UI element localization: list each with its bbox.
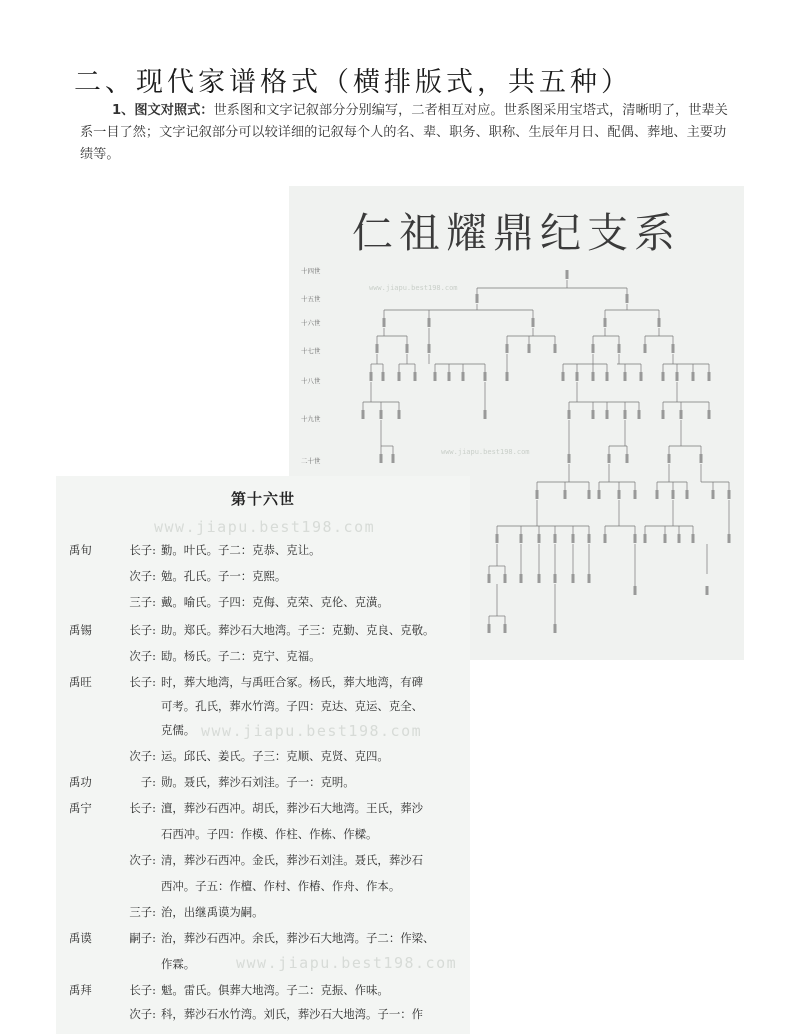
intro-lead: 1、图文对照式： — [112, 103, 214, 118]
tree-node — [678, 534, 681, 543]
tree-node — [638, 410, 641, 419]
tree-node — [672, 344, 675, 353]
generation-label: 十六世 — [301, 319, 321, 327]
tree-node — [568, 454, 571, 463]
record-relation: 子: — [140, 775, 156, 789]
tree-node — [644, 344, 647, 353]
tree-node — [662, 372, 665, 381]
record-text: 戴。喻氏。子四：克侮、克荣、克伦、克潢。 — [161, 595, 389, 609]
tree-node — [618, 490, 621, 499]
tree-node — [624, 410, 627, 419]
section-title: 二、现代家谱格式（横排版式，共五种） — [74, 67, 632, 98]
record-text: 澶，葬沙石西冲。胡氏，葬沙石大地湾。王氏，葬沙 — [161, 801, 423, 815]
tree-node — [488, 624, 491, 633]
tree-node — [656, 490, 659, 499]
record-person-name: 禹旺 — [69, 675, 92, 689]
tree-node — [564, 490, 567, 499]
tree-node — [624, 372, 627, 381]
tree-node — [362, 410, 365, 419]
tree-node — [706, 586, 709, 595]
record-text: 作霖。 — [161, 957, 196, 971]
tree-node — [554, 534, 557, 543]
record-relation: 次子: — [129, 569, 156, 583]
tree-node — [672, 490, 675, 499]
record-text: 勉。孔氏。子一：克熙。 — [161, 569, 287, 583]
tree-node — [592, 344, 595, 353]
tree-node — [414, 372, 417, 381]
tree-node — [664, 534, 667, 543]
record-relation: 长子: — [129, 983, 156, 997]
record-text: 时，葬大地湾，与禹旺合冢。杨氏，葬大地湾，有碑 — [161, 675, 423, 689]
record-panel — [56, 476, 470, 1034]
tree-node — [380, 410, 383, 419]
record-watermark: www.jiapu.best198.com — [201, 722, 423, 740]
record-relation: 三子: — [129, 595, 156, 609]
tree-node — [728, 534, 731, 543]
tree-node — [398, 410, 401, 419]
tree-node — [686, 490, 689, 499]
tree-node — [504, 624, 507, 633]
record-text: 魁。雷氏。俱葬大地湾。子二：克振、作味。 — [161, 983, 389, 997]
record-text: 劻。杨氏。子二：克宁、克福。 — [161, 649, 321, 663]
generation-label: 十七世 — [301, 347, 321, 355]
tree-node — [568, 410, 571, 419]
tree-node — [608, 454, 611, 463]
record-text: 助。郑氏。葬沙石大地湾。子三：克勤、克良、克敬。 — [161, 623, 435, 637]
tree-node — [606, 410, 609, 419]
tree-node — [598, 490, 601, 499]
record-text: 运。邱氏、姜氏。子三：克顺、克贤、克四。 — [161, 749, 389, 763]
record-watermark: www.jiapu.best198.com — [154, 518, 376, 536]
record-relation: 长子: — [129, 675, 156, 689]
record-text: 西冲。子五：作檀、作村、作椿、作舟、作本。 — [161, 879, 401, 893]
record-watermark: www.jiapu.best198.com — [236, 954, 458, 972]
tree-node — [488, 574, 491, 583]
record-text: 克儒。 — [161, 723, 196, 737]
tree-node — [618, 344, 621, 353]
tree-node — [700, 454, 703, 463]
record-text: 科，葬沙石水竹湾。刘氏，葬沙石大地湾。子一：作 — [161, 1007, 423, 1021]
tree-node — [538, 534, 541, 543]
record-relation: 次子: — [129, 749, 156, 763]
tree-node — [606, 372, 609, 381]
tree-node — [370, 372, 373, 381]
record-text: 勋。聂氏，葬沙石刘洼。子一：克明。 — [161, 775, 355, 789]
tree-node — [576, 372, 579, 381]
record-relation: 三子: — [129, 905, 156, 919]
tree-watermark: www.jiapu.best198.com — [369, 284, 458, 292]
tree-title: 仁祖耀鼎纪支系 — [352, 209, 681, 257]
tree-node — [476, 294, 479, 303]
generation-label: 二十世 — [301, 457, 321, 465]
record-person-name: 禹拜 — [69, 983, 92, 997]
tree-node — [588, 534, 591, 543]
tree-node — [382, 372, 385, 381]
record-person-name: 禹旬 — [69, 543, 92, 557]
tree-node — [668, 454, 671, 463]
tree-node — [398, 372, 401, 381]
record-person-name: 禹功 — [69, 775, 92, 789]
tree-node — [496, 534, 499, 543]
tree-node — [562, 372, 565, 381]
tree-node — [626, 294, 629, 303]
tree-node — [428, 344, 431, 353]
tree-node — [528, 344, 531, 353]
record-text: 石西冲。子四：作模、作柱、作栋、作樑。 — [161, 827, 378, 841]
tree-node — [376, 344, 379, 353]
tree-node — [462, 372, 465, 381]
tree-node — [640, 372, 643, 381]
tree-node — [634, 534, 637, 543]
tree-node — [538, 574, 541, 583]
generation-label: 十八世 — [301, 377, 321, 385]
tree-node — [680, 410, 683, 419]
record-relation: 长子: — [129, 801, 156, 815]
tree-node — [588, 574, 591, 583]
tree-node — [536, 490, 539, 499]
tree-node — [428, 318, 431, 327]
tree-node — [644, 534, 647, 543]
tree-node — [676, 372, 679, 381]
record-heading: 第十六世 — [230, 490, 295, 508]
tree-node — [566, 270, 569, 279]
tree-node — [484, 372, 487, 381]
tree-node — [604, 318, 607, 327]
record-text: 勤。叶氏。子二：克恭、克让。 — [161, 543, 321, 557]
record-relation: 次子: — [129, 649, 156, 663]
tree-node — [504, 574, 507, 583]
tree-node — [406, 344, 409, 353]
tree-node — [634, 490, 637, 499]
tree-node — [708, 372, 711, 381]
record-text: 治，葬沙石西冲。余氏，葬沙石大地湾。子二：作梁、 — [161, 931, 435, 945]
tree-node — [572, 534, 575, 543]
tree-node — [506, 344, 509, 353]
tree-node — [572, 574, 575, 583]
tree-node — [634, 586, 637, 595]
record-relation: 长子: — [129, 543, 156, 557]
generation-label: 十五世 — [301, 295, 321, 303]
tree-node — [604, 534, 607, 543]
tree-node — [592, 410, 595, 419]
record-relation: 次子: — [129, 853, 156, 867]
record-text: 可考。孔氏，葬水竹湾。子四：克达、克运、克全、 — [161, 699, 423, 713]
tree-node — [692, 372, 695, 381]
tree-node — [728, 490, 731, 499]
tree-node — [484, 410, 487, 419]
record-person-name: 禹锡 — [69, 623, 92, 637]
generation-label: 十四世 — [301, 267, 321, 275]
generation-label: 十九世 — [301, 415, 321, 423]
tree-node — [434, 372, 437, 381]
tree-node — [662, 410, 665, 419]
tree-node — [592, 372, 595, 381]
intro-paragraph — [80, 100, 728, 166]
tree-node — [520, 574, 523, 583]
record-person-name: 禹谟 — [69, 931, 92, 945]
tree-node — [392, 454, 395, 463]
tree-node — [626, 454, 629, 463]
intro-body: 世系图和文字记叙部分分别编写，二者相互对应。世系图采用宝塔式，清晰明了，世辈关系一目了然；文字记叙部分可以较详细的记叙每个人的名、辈、职务、职称、生辰年月日、配偶、葬地、主要功绩等。 — [80, 103, 728, 162]
record-text: 清，葬沙石西冲。金氏，葬沙石刘洼。聂氏，葬沙石 — [161, 853, 423, 867]
tree-node — [588, 490, 591, 499]
tree-node — [554, 344, 557, 353]
tree-node — [712, 490, 715, 499]
tree-node — [658, 318, 661, 327]
tree-node — [448, 372, 451, 381]
record-relation: 嗣子: — [129, 931, 156, 945]
tree-node — [520, 534, 523, 543]
tree-node — [708, 410, 711, 419]
tree-watermark: www.jiapu.best198.com — [441, 448, 530, 456]
record-person-name: 禹宁 — [69, 801, 92, 815]
tree-node — [532, 318, 535, 327]
tree-node — [692, 534, 695, 543]
tree-node — [383, 318, 386, 327]
tree-node — [506, 372, 509, 381]
tree-node — [554, 574, 557, 583]
record-relation: 次子: — [129, 1007, 156, 1021]
tree-node — [554, 624, 557, 633]
tree-node — [380, 454, 383, 463]
record-relation: 长子: — [129, 623, 156, 637]
record-text: 治，出继禹谟为嗣。 — [161, 905, 264, 919]
